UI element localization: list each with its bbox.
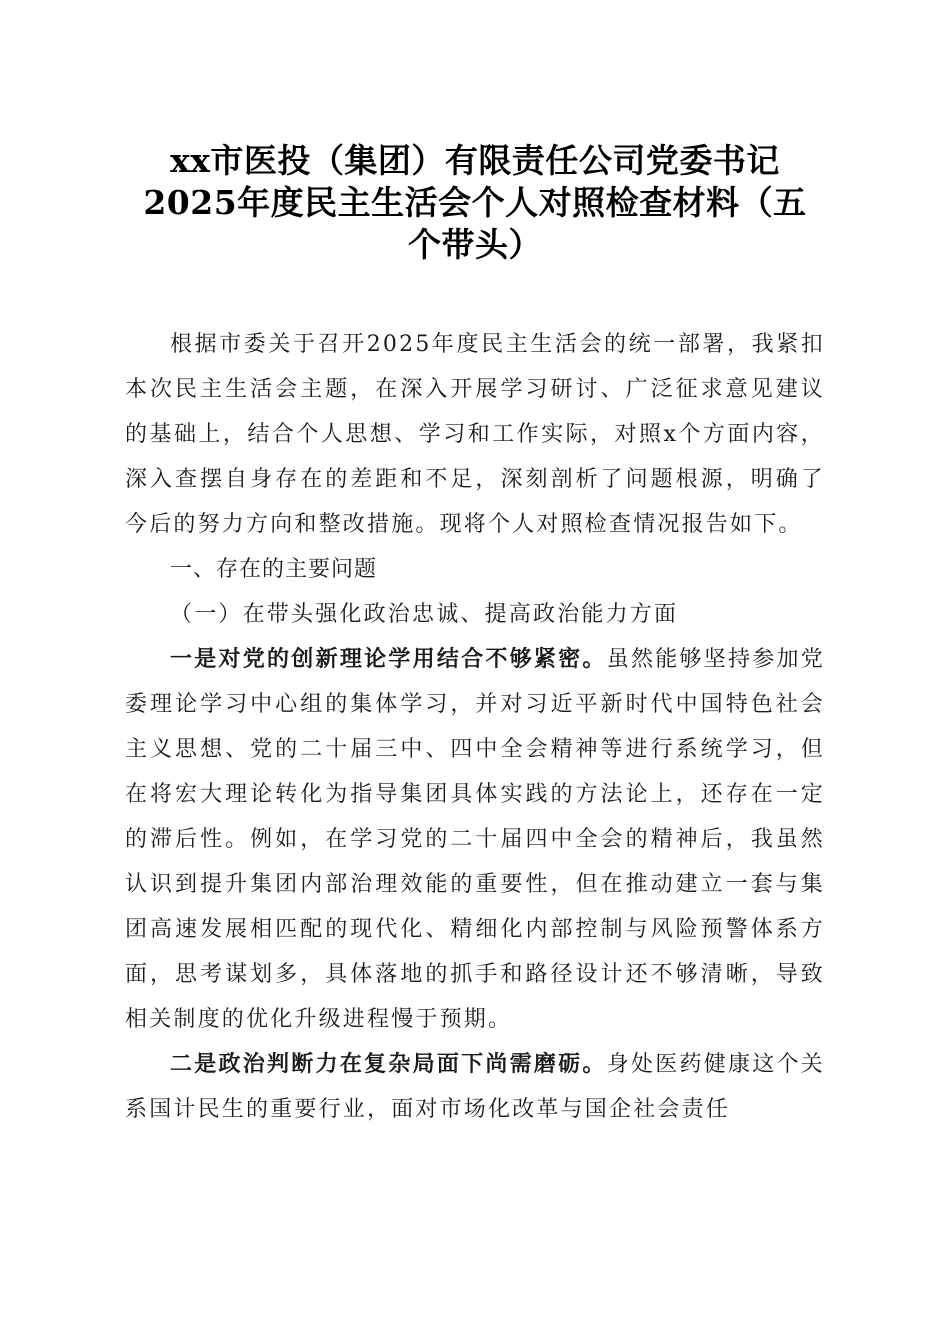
point-2-lead: 二是政治判断力在复杂局面下尚需磨砺。 xyxy=(170,1051,607,1077)
title-line-2: 2025年度民主生活会个人对照检查材料（五 xyxy=(143,183,807,222)
subsection-heading: （一）在带头强化政治忠诚、提高政治能力方面 xyxy=(170,602,679,627)
document-title xyxy=(100,140,850,266)
document-body xyxy=(125,322,825,1132)
title-line-3: 个带头） xyxy=(408,225,542,264)
point-2-text: 身处医药健康这个关系国计民生的重要行业，面对市场化改革与国企社会责任 xyxy=(125,1052,825,1122)
title-line-1: xx市医投（集团）有限责任公司党委书记 xyxy=(170,141,780,180)
section-heading: 一、存在的主要问题 xyxy=(170,557,378,582)
point-1-paragraph xyxy=(125,637,825,1042)
point-1-lead: 一是对党的创新理论学用结合不够紧密。 xyxy=(170,646,607,672)
point-1-text: 虽然能够坚持参加党委理论学习中心组的集体学习，并对习近平新时代中国特色社会主义思想、党的二十届三中、四中全会精神等进行系统学习，但在将宏大理论转化为指导集团具体实践的方法论上，还存在一定的滞后性。例如，在学习党的二十届四中全会的精神后，我虽然认识到提升集团内部治理效能的重要性，但在推动建立一套与集团高速发展相匹配的现代化、精细化内部控制与风险预警体系方面，思考谋划多，具体落地的抓手和路径设计还不够清晰，导致相关制度的优化升级进程慢于预期。 xyxy=(125,647,825,1032)
intro-paragraph: 根据市委关于召开2025年度民主生活会的统一部署，我紧扣本次民主生活会主题，在深入开展学习研讨、广泛征求意见建议的基础上，结合个人思想、学习和工作实际，对照x个方面内容，深入查摆自身存在的差距和不足，深刻剖析了问题根源，明确了今后的努力方向和整改措施。现将个人对照检查情况报告如下。 xyxy=(125,332,825,537)
point-2-paragraph xyxy=(125,1042,825,1132)
